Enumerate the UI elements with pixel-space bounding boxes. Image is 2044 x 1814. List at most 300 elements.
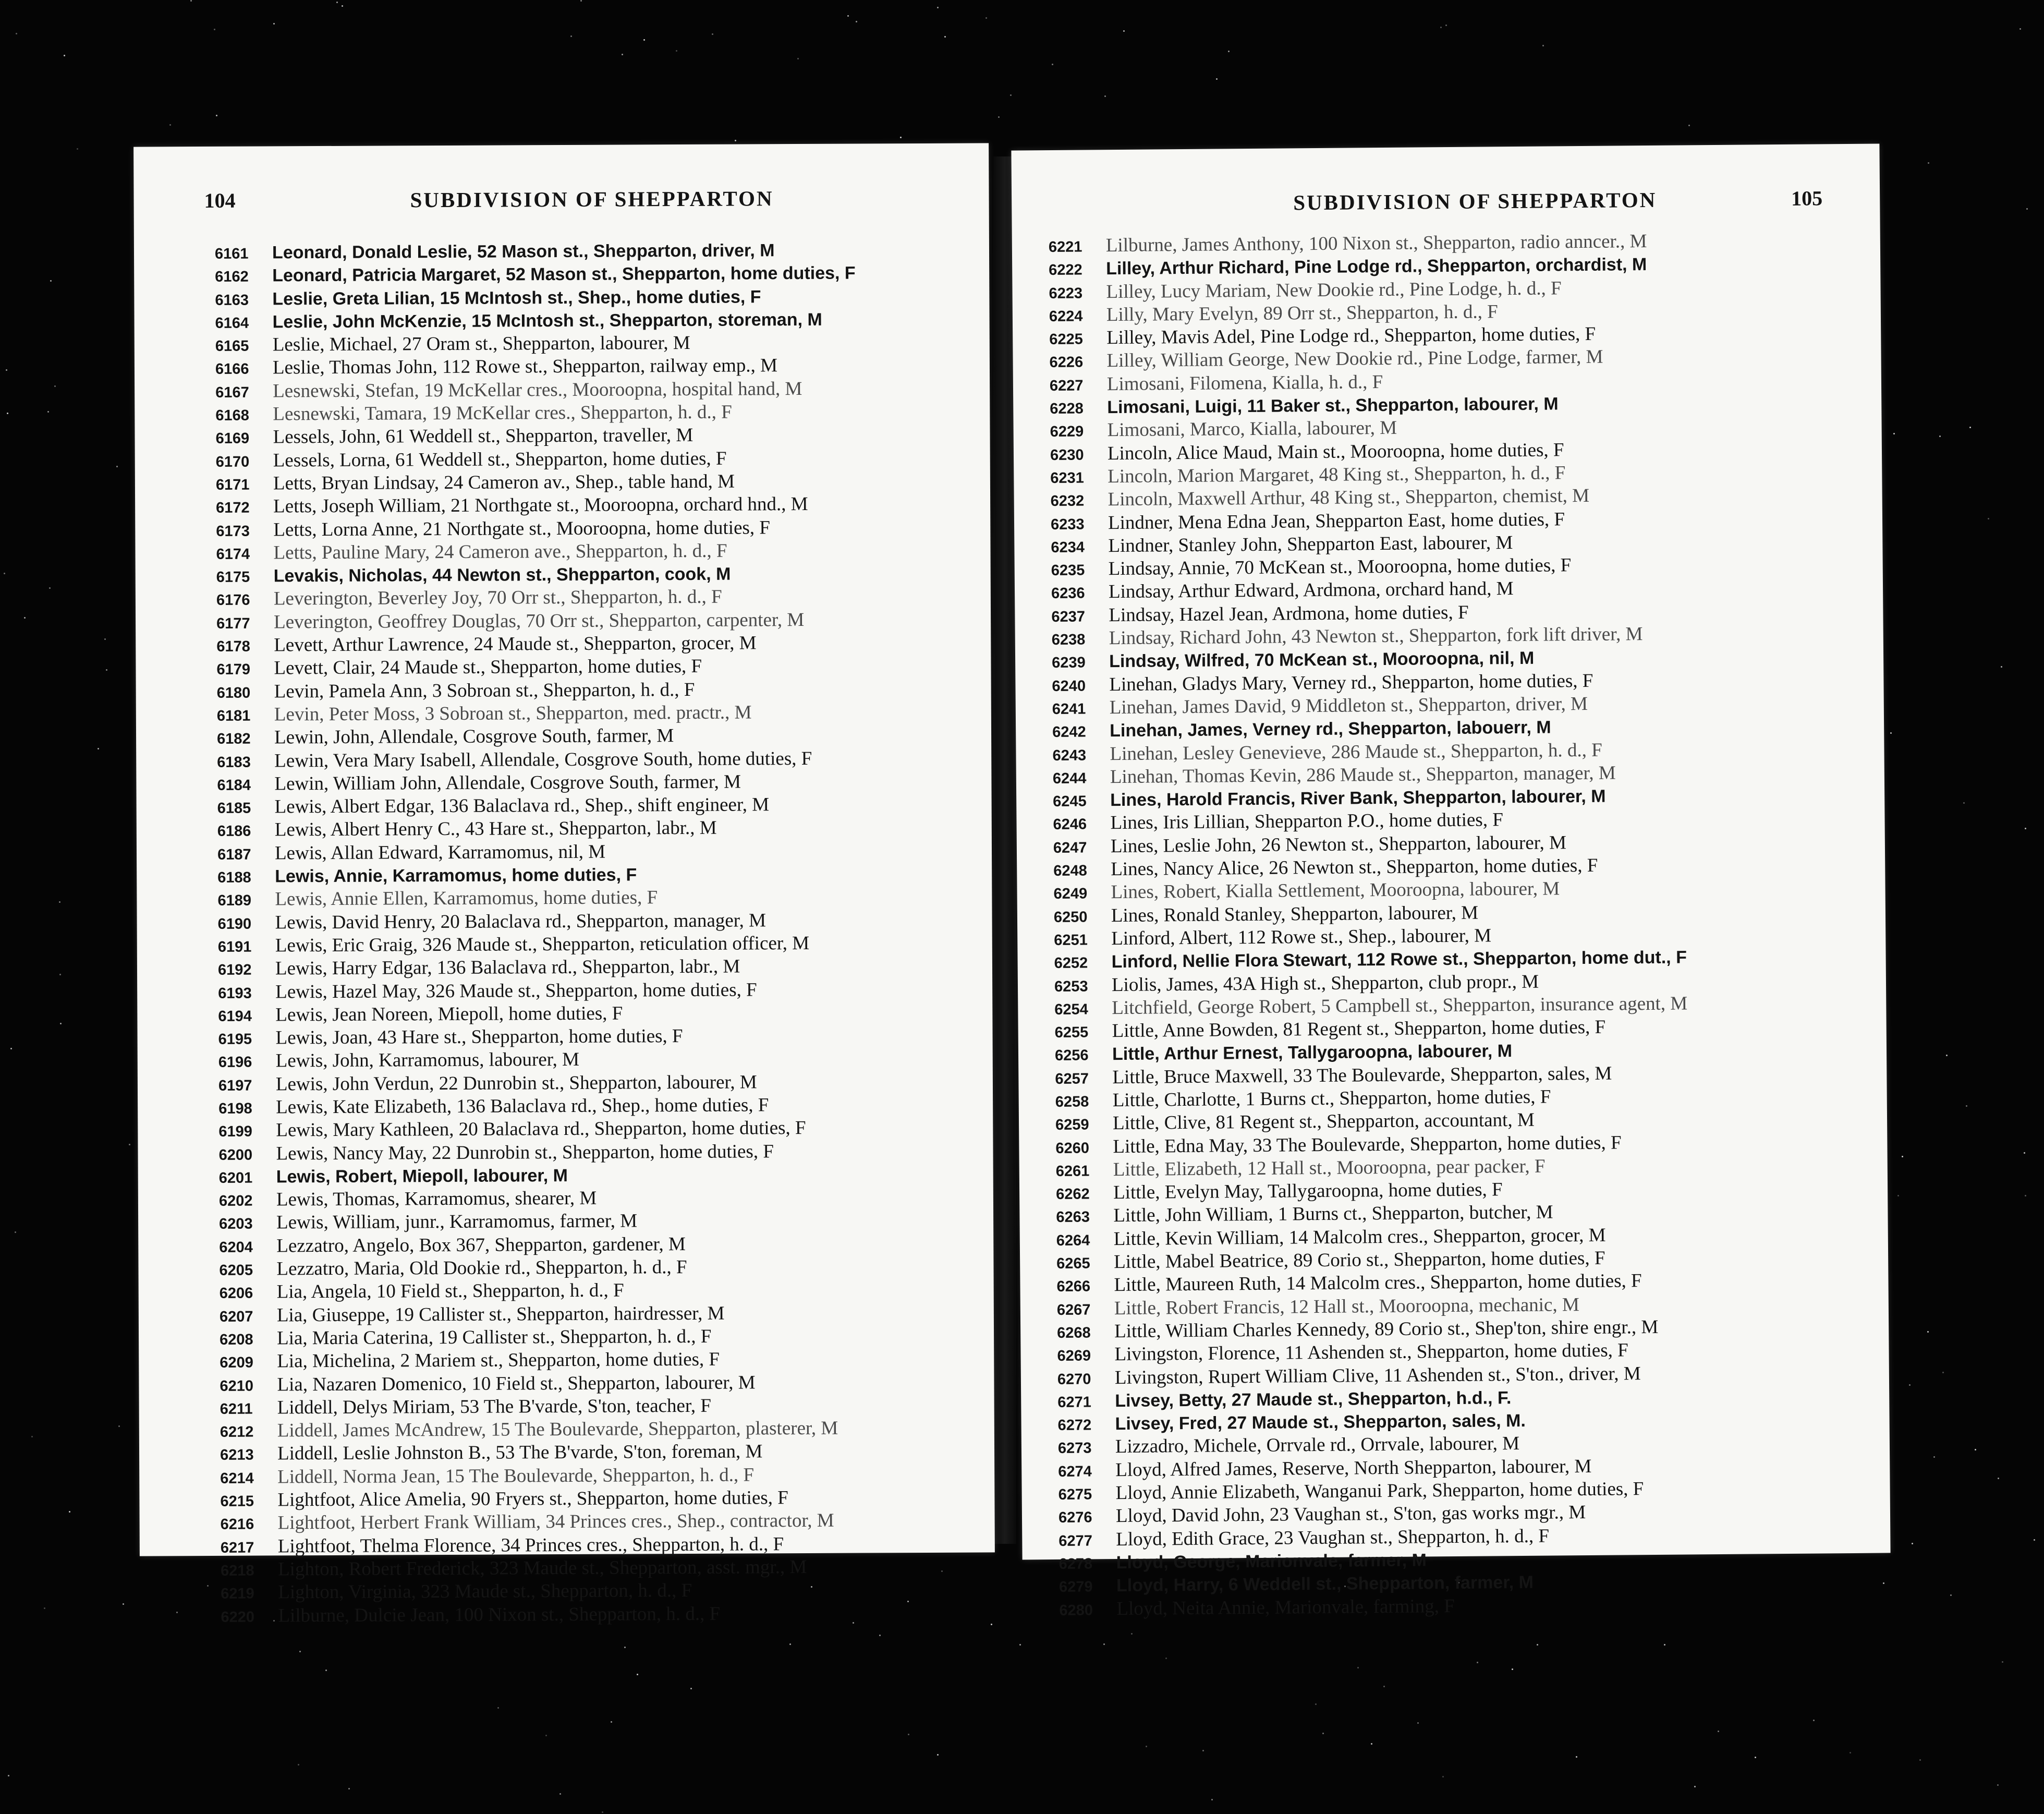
entry-list (215, 238, 975, 1628)
elector-number: 6207 (219, 1308, 253, 1325)
list-item (215, 354, 969, 380)
list-item (218, 1139, 972, 1166)
elector-number: 6242 (1052, 723, 1086, 741)
elector-details: Lewin, William John, Allendale, Cosgrove South, farmer, M (274, 771, 741, 795)
elector-details: Little, John William, 1 Burns ct., Shepparton, butcher, M (1113, 1201, 1553, 1227)
elector-details: Letts, Lorna Anne, 21 Northgate st., Mooroopna, home duties, F (273, 516, 771, 540)
elector-number: 6259 (1055, 1116, 1089, 1134)
list-item (219, 1186, 972, 1212)
dust-speck (10, 1048, 12, 1049)
elector-details: Lightfoot, Alice Amelia, 90 Fryers st., Shepparton, home duties, F (277, 1487, 788, 1511)
list-item (217, 677, 970, 704)
dust-speck (8, 1775, 9, 1776)
list-item (216, 515, 969, 542)
elector-details: Lewin, Vera Mary Isabell, Allendale, Cosgrove South, home duties, F (274, 747, 812, 771)
elector-number: 6252 (1054, 954, 1088, 972)
dust-speck (106, 669, 107, 671)
elector-number: 6269 (1057, 1347, 1091, 1365)
dust-speck (176, 1612, 178, 1613)
dust-speck (1202, 1750, 1204, 1751)
list-item (216, 469, 969, 496)
dust-speck (69, 1511, 70, 1513)
dust-speck (1988, 518, 1989, 519)
elector-number: 6168 (215, 407, 249, 424)
list-item (220, 1370, 973, 1397)
elector-details: Lewis, John, Karramomus, labourer, M (275, 1049, 580, 1072)
elector-number: 6260 (1055, 1140, 1090, 1157)
elector-details: Lloyd, David John, 23 Vaughan st., S'ton, gas works mgr., M (1115, 1502, 1586, 1527)
dust-speck (348, 1788, 350, 1789)
elector-number: 6240 (1052, 678, 1086, 695)
dust-speck (1998, 1478, 1999, 1479)
elector-number: 6217 (220, 1539, 254, 1556)
elector-number: 6278 (1058, 1555, 1093, 1573)
elector-details: Lilburne, Dulcie Jean, 100 Nixon st., Shepparton, h. d., F (278, 1603, 721, 1626)
list-item (218, 954, 971, 981)
list-item (216, 654, 970, 681)
elector-number: 6220 (221, 1609, 254, 1626)
right-page (1011, 144, 1890, 1619)
dust-speck (1975, 1449, 1976, 1450)
dust-speck (624, 1647, 626, 1648)
elector-number: 6243 (1052, 747, 1087, 764)
elector-number: 6200 (218, 1146, 253, 1164)
elector-details: Lewis, Allan Edward, Karramomus, nil, M (274, 841, 606, 864)
elector-number: 6218 (220, 1562, 254, 1579)
dust-speck (1357, 1667, 1359, 1668)
elector-number: 6174 (216, 546, 250, 563)
elector-details: Little, Robert Francis, 12 Hall st., Mooroopna, mechanic, M (1114, 1293, 1579, 1319)
list-item (216, 492, 969, 519)
elector-number: 6170 (215, 453, 250, 470)
right-page-header (1090, 186, 1822, 223)
elector-number: 6221 (1048, 238, 1082, 256)
elector-details: Lindsay, Richard John, 43 Newton st., Shepparton, fork lift driver, M (1109, 623, 1643, 649)
dust-speck (1537, 1644, 1538, 1646)
left-page-header (204, 185, 931, 220)
elector-details: Leonard, Patricia Margaret, 52 Mason st., Shepparton, home duties, F (272, 263, 856, 286)
elector-details: Lindsay, Hazel Jean, Ardmona, home duties, F (1109, 601, 1469, 626)
elector-number: 6212 (220, 1423, 254, 1441)
elector-number: 6208 (220, 1331, 253, 1348)
dust-speck (50, 280, 52, 282)
dust-speck (580, 0, 582, 2)
elector-details: Limosani, Luigi, 11 Baker st., Shepparton, labourer, M (1107, 394, 1559, 418)
dust-speck (1010, 94, 1012, 96)
running-head: SUBDIVISION OF SHEPPARTON (1293, 187, 1657, 215)
dust-speck (77, 148, 78, 150)
list-item (219, 1208, 972, 1235)
dust-speck (336, 2, 338, 3)
dust-speck (1322, 1733, 1324, 1734)
elector-number: 6239 (1052, 654, 1086, 672)
elector-number: 6183 (217, 754, 251, 771)
elector-details: Little, Bruce Maxwell, 33 The Boulevarde, Shepparton, sales, M (1112, 1062, 1612, 1088)
dust-speck (1104, 95, 1106, 97)
elector-details: Livingston, Rupert William Clive, 11 Ashenden st., S'ton., driver, M (1114, 1362, 1641, 1388)
elector-number: 6274 (1058, 1463, 1092, 1480)
elector-details: Lessels, Lorna, 61 Weddell st., Shepparton, home duties, F (273, 448, 727, 471)
elector-number: 6246 (1053, 816, 1087, 833)
elector-number: 6273 (1057, 1440, 1092, 1457)
elector-details: Lewis, William, junr., Karramomus, farmer, M (276, 1210, 638, 1233)
dust-speck (325, 1670, 327, 1671)
dust-speck (908, 1734, 909, 1735)
dust-speck (216, 115, 217, 116)
elector-details: Lincoln, Alice Maud, Main st., Mooroopna, home duties, F (1107, 439, 1564, 464)
list-item (220, 1347, 973, 1374)
dust-speck (169, 124, 171, 126)
dust-speck (1146, 1746, 1147, 1747)
elector-details: Lloyd, Neita Annie, Marionvale, farming, F (1116, 1595, 1455, 1619)
list-item (217, 746, 970, 773)
elector-number: 6215 (220, 1493, 254, 1510)
elector-number: 6265 (1056, 1255, 1090, 1273)
elector-details: Lewis, Albert Henry C., 43 Hare st., Shepparton, labr., M (274, 817, 717, 841)
dust-speck (1019, 1644, 1021, 1646)
elector-number: 6241 (1052, 700, 1086, 718)
elector-number: 6191 (217, 938, 252, 956)
elector-details: Little, Kevin William, 14 Malcolm cres., Shepparton, grocer, M (1113, 1224, 1606, 1250)
elector-details: Lewis, Thomas, Karramomus, shearer, M (276, 1187, 597, 1211)
elector-details: Limosani, Marco, Kialla, labourer, M (1107, 417, 1397, 441)
elector-number: 6181 (216, 707, 251, 724)
elector-details: Lincoln, Marion Margaret, 48 King st., Shepparton, h. d., F (1108, 462, 1566, 488)
list-item (216, 631, 970, 658)
dust-speck (2024, 1152, 2025, 1154)
page-number: 105 (1791, 186, 1823, 210)
dust-speck (214, 29, 215, 30)
list-item (218, 1116, 972, 1143)
dust-speck (1165, 1658, 1167, 1659)
dust-speck (2034, 1539, 2035, 1541)
list-item (220, 1462, 974, 1489)
elector-details: Lindner, Stanley John, Shepparton East, labourer, M (1108, 531, 1513, 557)
elector-number: 6268 (1057, 1324, 1091, 1341)
entry-list (1049, 228, 1870, 1621)
elector-number: 6280 (1059, 1601, 1093, 1619)
dust-speck (1902, 1156, 1903, 1157)
elector-number: 6175 (216, 569, 250, 586)
elector-details: Lewis, Annie Ellen, Karramomus, home duties, F (275, 887, 658, 910)
dust-speck (59, 901, 60, 903)
elector-details: Little, Arthur Ernest, Tallygaroopna, labourer, M (1112, 1041, 1513, 1065)
dust-speck (59, 974, 61, 975)
list-item (218, 932, 971, 958)
list-item (215, 238, 968, 265)
elector-number: 6179 (216, 661, 251, 679)
elector-details: Lewis, Harry Edgar, 136 Balaclava rd., Shepparton, labr., M (275, 956, 740, 979)
elector-details: Lizzadro, Michele, Orrvale rd., Orrvale, labourer, M (1115, 1433, 1520, 1458)
elector-details: Little, Charlotte, 1 Burns ct., Shepparton, home duties, F (1112, 1086, 1551, 1111)
elector-number: 6167 (215, 384, 249, 401)
elector-details: Lindsay, Annie, 70 McKean st., Mooroopna, home duties, F (1108, 554, 1572, 580)
elector-number: 6205 (219, 1262, 253, 1279)
dust-speck (712, 33, 713, 35)
elector-details: Lewis, Eric Graig, 326 Maude st., Shepparton, reticulation officer, M (275, 932, 810, 957)
elector-number: 6192 (217, 961, 252, 979)
elector-details: Linehan, Lesley Genevieve, 286 Maude st., Shepparton, h. d., F (1110, 739, 1602, 765)
elector-details: Lewis, Mary Kathleen, 20 Balaclava rd., Shepparton, home duties, F (276, 1117, 806, 1141)
elector-details: Lesnewski, Tamara, 19 McKellar cres., Shepparton, h. d., F (273, 401, 732, 425)
dust-speck (1211, 1799, 1213, 1800)
list-item (221, 1601, 974, 1628)
elector-details: Liddell, Norma Jean, 15 The Boulevarde, Shepparton, h. d., F (277, 1464, 755, 1488)
elector-number: 6256 (1054, 1047, 1089, 1065)
dust-speck (991, 1624, 992, 1625)
list-item (220, 1278, 973, 1304)
elector-details: Linford, Albert, 112 Rowe st., Shep., labourer, M (1111, 925, 1492, 950)
elector-details: Lilburne, James Anthony, 100 Nixon st., Shepparton, radio anncer., M (1105, 231, 1647, 257)
elector-details: Lloyd, Annie Elizabeth, Wanganui Park, Shepparton, home duties, F (1115, 1478, 1644, 1504)
elector-number: 6276 (1058, 1509, 1092, 1527)
elector-details: Leonard, Donald Leslie, 52 Mason st., Shepparton, driver, M (272, 240, 775, 263)
list-item (218, 1047, 972, 1073)
dust-speck (1664, 1644, 1665, 1646)
elector-details: Lewis, Joan, 43 Hare st., Shepparton, home duties, F (275, 1025, 683, 1049)
elector-details: Letts, Pauline Mary, 24 Cameron ave., Shepparton, h. d., F (273, 540, 727, 564)
dust-speck (1969, 427, 1971, 428)
elector-number: 6225 (1049, 331, 1083, 348)
elector-number: 6227 (1049, 377, 1084, 394)
dust-speck (54, 385, 56, 387)
elector-details: Liolis, James, 43A High st., Shepparton, club propr., M (1111, 971, 1539, 996)
dust-speck (1103, 1643, 1105, 1645)
dust-speck (643, 39, 645, 41)
elector-number: 6228 (1050, 400, 1084, 418)
elector-number: 6194 (218, 1008, 252, 1025)
elector-details: Lighton, Robert Frederick, 323 Maude st., Shepparton, asst. mgr., M (277, 1556, 807, 1580)
dust-speck (944, 36, 946, 38)
list-item (216, 538, 969, 565)
dust-speck (937, 7, 939, 8)
dust-speck (2026, 208, 2028, 210)
dust-speck (298, 1764, 299, 1765)
list-item (217, 816, 971, 842)
elector-details: Little, Clive, 81 Regent st., Shepparton, accountant, M (1112, 1109, 1535, 1134)
elector-details: Leslie, Thomas John, 112 Rowe st., Shepparton, railway emp., M (272, 355, 778, 379)
elector-details: Lia, Michelina, 2 Mariem st., Shepparton, home duties, F (277, 1348, 720, 1372)
dust-speck (1315, 1703, 1317, 1705)
dust-speck (207, 1585, 209, 1587)
elector-number: 6250 (1053, 909, 1088, 926)
elector-number: 6189 (217, 892, 252, 910)
elector-number: 6213 (220, 1447, 254, 1464)
elector-number: 6244 (1052, 770, 1087, 787)
dust-speck (24, 617, 26, 619)
dust-speck (1542, 45, 1544, 46)
elector-details: Little, Elizabeth, 12 Hall st., Mooroopna, pear packer, F (1113, 1155, 1546, 1180)
elector-details: Levett, Arthur Lawrence, 24 Maude st., Shepparton, grocer, M (274, 632, 757, 656)
elector-details: Lewis, David Henry, 20 Balaclava rd., Shepparton, manager, M (275, 909, 766, 934)
dust-speck (1512, 1668, 1513, 1670)
dust-speck (1897, 1195, 1899, 1196)
dust-speck (1919, 1759, 1921, 1761)
elector-details: Lilley, Mavis Adel, Pine Lodge rd., Shepparton, home duties, F (1106, 323, 1596, 349)
list-item (219, 1231, 972, 1258)
elector-details: Limosani, Filomena, Kialla, h. d., F (1106, 371, 1383, 395)
elector-number: 6193 (218, 985, 252, 1002)
list-item (219, 1162, 972, 1189)
elector-number: 6253 (1054, 977, 1088, 995)
elector-number: 6277 (1058, 1532, 1092, 1550)
list-item (221, 1578, 974, 1605)
dust-speck (1131, 1633, 1133, 1635)
dust-speck (676, 50, 677, 52)
elector-details: Leverington, Beverley Joy, 70 Orr st., Shepparton, h. d., F (273, 586, 722, 610)
elector-number: 6238 (1051, 631, 1086, 649)
elector-details: Lewin, John, Allendale, Cosgrove South, farmer, M (274, 725, 674, 748)
list-item (217, 839, 971, 865)
list-item (220, 1324, 973, 1351)
elector-number: 6248 (1053, 862, 1087, 880)
elector-details: Lilley, Arthur Richard, Pine Lodge rd., Shepparton, orchardist, M (1106, 255, 1647, 279)
dust-speck (622, 54, 623, 55)
elector-number: 6235 (1051, 562, 1085, 579)
list-item (217, 700, 970, 727)
elector-number: 6182 (216, 730, 251, 748)
elector-details: Little, William Charles Kennedy, 89 Corio st., Shep'ton, shire engr., M (1114, 1316, 1659, 1343)
left-page (133, 143, 995, 1626)
elector-number: 6163 (215, 292, 249, 309)
elector-number: 6249 (1053, 885, 1088, 903)
elector-number: 6233 (1050, 516, 1085, 533)
dust-speck (123, 1603, 124, 1605)
dust-speck (6, 369, 7, 371)
dust-speck (602, 1811, 603, 1813)
list-item (216, 446, 969, 473)
list-item (216, 585, 970, 611)
elector-number: 6237 (1051, 608, 1086, 625)
elector-number: 6171 (215, 476, 250, 493)
elector-details: Lia, Nazaren Domenico, 10 Field st., Shepparton, labourer, M (277, 1371, 756, 1395)
dust-speck (497, 1707, 499, 1709)
list-item (216, 608, 970, 634)
elector-details: Little, Edna May, 33 The Boulevarde, Shepparton, home duties, F (1113, 1132, 1622, 1157)
list-item (215, 377, 969, 403)
dust-speck (1477, 1662, 1478, 1663)
elector-number: 6162 (215, 268, 249, 286)
list-item (215, 400, 969, 427)
elector-details: Livsey, Fred, 27 Maude st., Shepparton, sales, M. (1115, 1411, 1526, 1434)
elector-details: Lia, Maria Caterina, 19 Callister st., Shepparton, h. d., F (276, 1325, 712, 1349)
elector-number: 6180 (216, 684, 251, 702)
dust-speck (98, 748, 99, 749)
dust-speck (998, 116, 1000, 118)
elector-details: Lloyd, Edith Grace, 23 Vaughan st., Shepparton, h. d., F (1116, 1525, 1550, 1550)
dust-speck (7, 413, 8, 414)
elector-details: Linehan, James, Verney rd., Shepparton, labouerr, M (1110, 717, 1551, 741)
elector-details: Lezzatro, Maria, Old Dookie rd., Shepparton, h. d., F (276, 1256, 687, 1280)
elector-number: 6164 (215, 315, 249, 332)
elector-number: 6185 (217, 800, 251, 817)
list-item (218, 977, 971, 1004)
elector-details: Linehan, James David, 9 Middleton st., Shepparton, driver, M (1109, 693, 1588, 719)
elector-details: Lloyd, George, Marionvale, farmer, M (1116, 1550, 1427, 1573)
dust-speck (1890, 732, 1892, 734)
dust-speck (545, 1735, 547, 1736)
elector-number: 6166 (215, 361, 249, 378)
elector-number: 6245 (1053, 793, 1087, 811)
elector-number: 6271 (1057, 1394, 1091, 1411)
elector-number: 6209 (220, 1354, 253, 1372)
elector-details: Lewis, Annie, Karramomus, home duties, F (275, 865, 637, 887)
elector-details: Lines, Harold Francis, River Bank, Shepparton, labourer, M (1110, 786, 1606, 811)
elector-number: 6178 (216, 638, 250, 655)
elector-number: 6198 (218, 1100, 252, 1117)
elector-number: 6172 (216, 499, 250, 517)
elector-details: Lines, Robert, Kialla Settlement, Mooroopna, labourer, M (1111, 878, 1560, 903)
dust-speck (1228, 51, 1230, 52)
list-item (220, 1301, 973, 1327)
dust-speck (1442, 1776, 1444, 1777)
elector-number: 6184 (217, 777, 251, 794)
dust-speck (2025, 828, 2026, 829)
dust-speck (1052, 64, 1053, 65)
dust-speck (637, 1674, 638, 1675)
dust-speck (4, 573, 5, 574)
dust-speck (299, 1651, 301, 1652)
list-item (220, 1486, 974, 1513)
elector-details: Little, Mabel Beatrice, 89 Corio st., Shepparton, home duties, F (1113, 1247, 1605, 1273)
elector-number: 6231 (1050, 469, 1084, 487)
dust-speck (789, 1643, 791, 1645)
list-item (217, 793, 971, 819)
elector-details: Lia, Giuseppe, 19 Callister st., Shepparton, hairdresser, M (276, 1302, 725, 1326)
elector-details: Linehan, Thomas Kevin, 286 Maude st., Shepparton, manager, M (1110, 762, 1616, 788)
list-item (215, 261, 968, 288)
page-number: 104 (204, 188, 236, 213)
list-item (217, 885, 971, 912)
elector-number: 6258 (1055, 1093, 1089, 1110)
elector-details: Levakis, Nicholas, 44 Newton st., Shepparton, cook, M (273, 564, 731, 586)
elector-number: 6219 (221, 1585, 254, 1603)
list-item (220, 1440, 974, 1466)
list-item (221, 1555, 974, 1582)
list-item (218, 1000, 971, 1027)
elector-details: Lia, Angela, 10 Field st., Shepparton, h. d., F (276, 1279, 624, 1303)
dust-speck (1445, 25, 1447, 26)
dust-speck (1997, 1784, 1999, 1786)
elector-details: Linehan, Gladys Mary, Verney rd., Shepparton, home duties, F (1109, 670, 1593, 695)
list-item (218, 1093, 972, 1120)
elector-number: 6197 (218, 1077, 252, 1094)
dust-speck (1688, 125, 1690, 126)
list-item (217, 862, 971, 889)
elector-details: Liddell, Delys Miriam, 53 The B'varde, S'ton, teacher, F (277, 1395, 711, 1419)
elector-number: 6177 (216, 615, 250, 632)
dust-speck (559, 1793, 561, 1795)
elector-details: Lines, Iris Lillian, Shepparton P.O., home duties, F (1110, 809, 1503, 834)
elector-number: 6203 (219, 1216, 253, 1233)
elector-number: 6176 (216, 592, 250, 609)
list-item (215, 423, 969, 450)
list-item (215, 307, 968, 334)
elector-number: 6223 (1049, 285, 1083, 302)
elector-number: 6173 (216, 523, 250, 540)
elector-details: Lloyd, Alfred James, Reserve, North Shepparton, labourer, M (1115, 1455, 1592, 1481)
elector-number: 6186 (217, 823, 251, 840)
dust-speck (1123, 30, 1125, 32)
list-item (219, 1255, 972, 1281)
elector-number: 6206 (219, 1285, 253, 1302)
elector-number: 6195 (218, 1031, 252, 1048)
elector-number: 6229 (1050, 423, 1084, 441)
elector-details: Lewis, Nancy May, 22 Dunrobin st., Shepparton, home duties, F (276, 1140, 774, 1164)
dust-speck (1950, 1594, 1952, 1596)
dust-speck (937, 1754, 939, 1756)
dust-speck (1942, 1372, 1944, 1373)
